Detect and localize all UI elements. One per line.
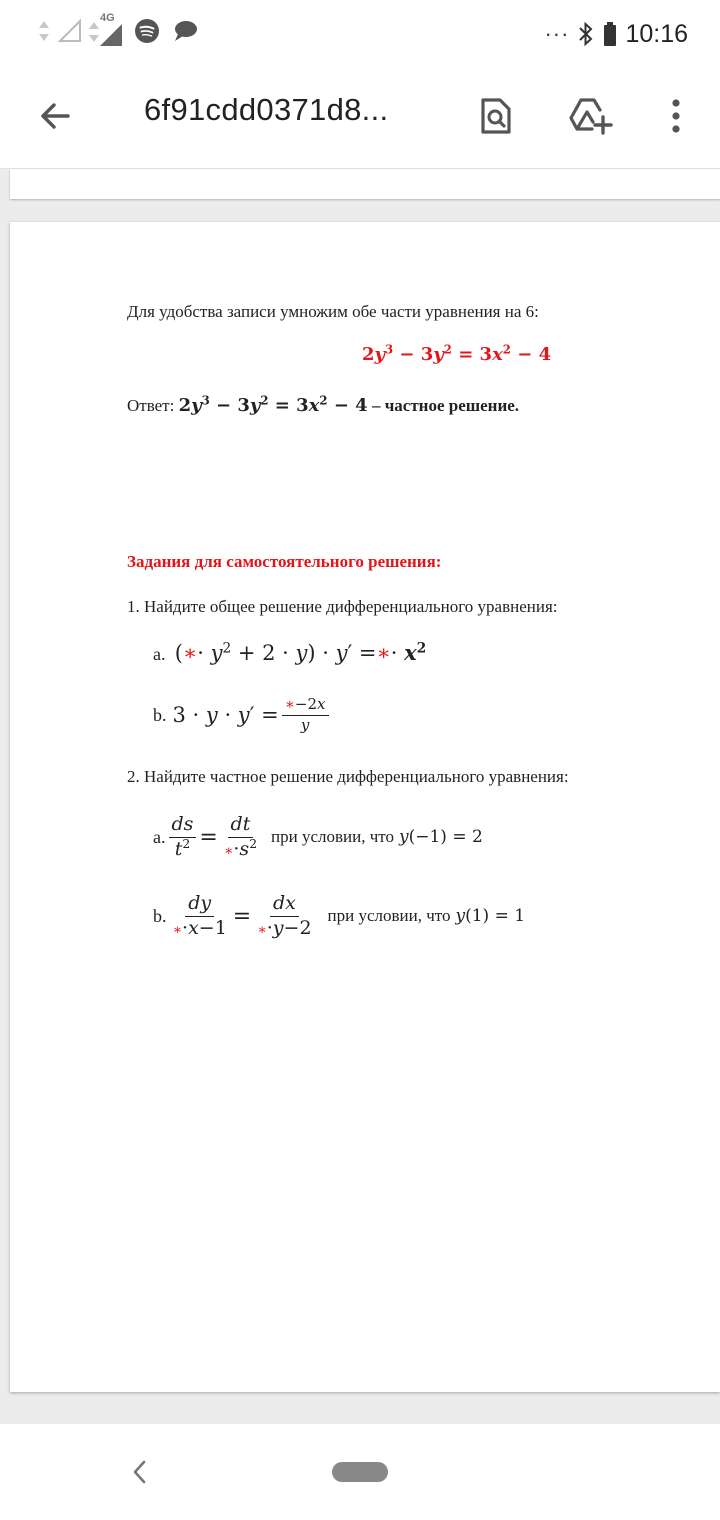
task2-b-left-fraction: $\frac{dy}{∗\cdot x-1}$ [172, 891, 227, 939]
network-type-label: 4G [100, 12, 115, 24]
task2-b-equation: $\frac{dy}{∗\cdot x-1}$ = $\frac{dx}{∗\cdot y-2}$ [167, 894, 318, 939]
find-in-page-button[interactable] [464, 84, 528, 148]
more-vert-icon [670, 98, 682, 134]
task2-b [153, 888, 525, 944]
task1-b-label: b. [153, 704, 167, 725]
answer-line [127, 395, 519, 416]
task2-text: 2. Найдите частное решение дифференциального уравнения: [127, 767, 569, 786]
signal-outline-icon [58, 19, 82, 43]
clock: 10:16 [625, 19, 688, 48]
task2-a-condition-value: y(−1) = 2 [399, 827, 483, 847]
task2-b-right-fraction: $\frac{dx}{∗\cdot y-2}$ [257, 891, 312, 939]
status-right [544, 16, 688, 52]
equation-result: $2y^3 - 3y^2 = 3x^2 - 4$ [362, 342, 552, 365]
battery-icon [603, 21, 617, 47]
task2-b-label: b. [153, 905, 167, 926]
nav-back-button[interactable] [120, 1452, 160, 1492]
answer-suffix: – частное решение. [371, 396, 520, 415]
data-activity-icon [38, 19, 50, 43]
bluetooth-icon [577, 21, 595, 47]
spotify-icon [134, 18, 160, 44]
back-button[interactable] [24, 84, 88, 148]
pdf-viewer[interactable] [0, 169, 720, 1424]
add-to-drive-icon [568, 97, 616, 135]
task1-text: 1. Найдите общее решение дифференциального уравнения: [127, 597, 558, 616]
more-options-button[interactable] [644, 84, 708, 148]
document-title: 6f91cdd0371d8... [144, 92, 389, 127]
add-to-drive-button[interactable] [560, 84, 624, 148]
pdf-page [10, 222, 720, 1392]
app-bar [0, 64, 720, 169]
signal-4g-icon [90, 12, 120, 46]
chevron-left-icon [130, 1459, 150, 1485]
navigation-bar [0, 1424, 720, 1520]
task1-b-equation: 3 · y · y ′ = $\frac{∗-2x}{y}$ [173, 697, 332, 734]
chat-bubble-icon [172, 18, 198, 44]
task1-a [153, 640, 426, 666]
back-arrow-icon [38, 98, 74, 134]
task2-a-condition: при условии, что [271, 827, 394, 846]
answer-equation: $2y^3 - 3y^2 = 3x^2 - 4$ [178, 393, 368, 416]
home-gesture-pill[interactable] [332, 1462, 388, 1482]
task2-a-right-fraction: $\frac{dt}{∗\cdot s^2}$ [223, 812, 258, 860]
task2-a [153, 809, 483, 865]
status-left-icons [38, 12, 198, 46]
task2-a-equation: $\frac{ds}{t^2}$ = $\frac{dt}{∗\cdot s^2}$ [166, 815, 264, 860]
intro-text: Для удобства записи умножим обе части уравнения на 6: [127, 302, 539, 321]
task1-b [153, 690, 332, 740]
task1-b-fraction: $\frac{∗-2x}{y}$ [282, 697, 329, 734]
task1-a-equation: (∗· $y^2 + 2 \cdot y) \cdot y'$ =∗· $x^2$ [174, 640, 427, 665]
task2-a-label: a. [153, 826, 166, 847]
task2-a-left-fraction: $\frac{ds}{t^2}$ [169, 815, 197, 860]
tasks-heading: Задания для самостоятельного решения: [127, 552, 442, 571]
status-bar [0, 0, 720, 64]
task2-b-condition: при условии, что [327, 906, 451, 925]
previous-page [10, 169, 720, 199]
task2-b-condition-value: y(1) = 1 [455, 906, 526, 926]
task1-a-label: a. [153, 644, 166, 664]
find-in-page-icon [478, 97, 514, 135]
answer-label: Ответ: [127, 396, 175, 415]
overflow-notifications: ··· [544, 21, 570, 46]
